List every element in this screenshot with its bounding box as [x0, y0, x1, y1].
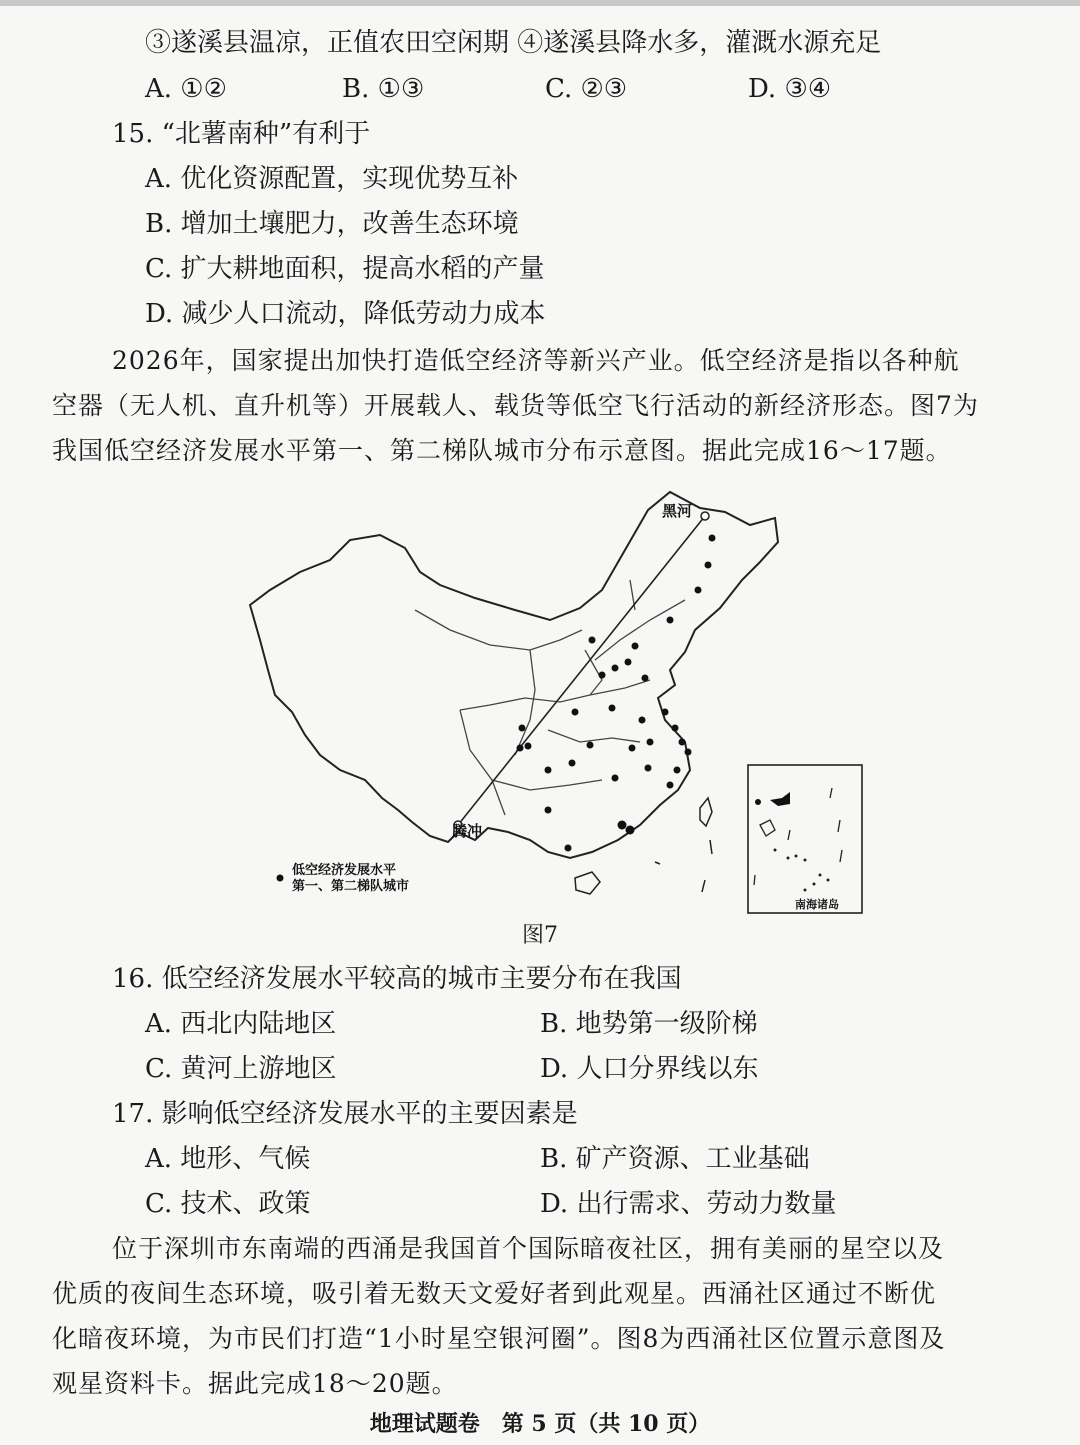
city-dot	[519, 725, 526, 732]
q17-option-a: A. 地形、气候	[145, 1144, 311, 1174]
inset-hainan	[760, 820, 775, 836]
inset-island	[795, 855, 798, 858]
city-dot	[705, 562, 712, 569]
q15-stem: 15. “北薯南种”有利于	[112, 119, 371, 149]
scan-edge	[0, 0, 1080, 6]
city-dot	[599, 672, 606, 679]
legend-line-2: 第一、第二梯队城市	[292, 879, 410, 894]
inset-dot	[755, 799, 761, 805]
figure-caption: 图7	[522, 923, 558, 948]
city-dot	[645, 765, 652, 772]
q15-option-b: B. 增加土壤肥力，改善生态环境	[145, 209, 519, 239]
q14-option-a: A. ①②	[145, 74, 227, 104]
city-dot	[587, 742, 594, 749]
china-outline	[250, 492, 778, 858]
inset-dash	[840, 850, 842, 862]
intro-18-line-3: 化暗夜环境，为市民们打造“1小时星空银河圈”。图8为西涌社区位置示意图及	[52, 1324, 946, 1353]
inset-dash	[754, 875, 755, 885]
taiwan-island	[700, 798, 712, 826]
city-dot	[632, 643, 639, 650]
sea-dash	[702, 880, 705, 892]
city-dots	[517, 535, 716, 852]
intro-16-line-1: 2026年，国家提出加快打造低空经济等新兴产业。低空经济是指以各种航	[112, 346, 960, 375]
inset-island	[819, 874, 822, 877]
intro-16-17	[52, 338, 1037, 473]
q14-statements: ③遂溪县温凉，正值农田空闲期 ④遂溪县降水多，灌溉水源充足	[145, 28, 882, 58]
intro-18-line-2: 优质的夜间生态环境，吸引着无数天文爱好者到此观星。西涌社区通过不断优	[52, 1279, 937, 1308]
inset-island	[787, 857, 790, 860]
intro-16-line-3: 我国低空经济发展水平第一、第二梯队城市分布示意图。据此完成16～17题。	[52, 436, 952, 465]
city-dot	[525, 743, 532, 750]
intro-18-20	[52, 1226, 1037, 1406]
q15-option-a: A. 优化资源配置，实现优势互补	[145, 164, 519, 194]
q16-option-a: A. 西北内陆地区	[145, 1009, 337, 1039]
city-dot	[618, 821, 627, 830]
city-dot	[545, 807, 552, 814]
city-dot	[662, 709, 669, 716]
city-dot	[695, 587, 702, 594]
city-dot	[685, 749, 692, 756]
q14-option-c: C. ②③	[545, 74, 628, 104]
inset-islands	[774, 849, 830, 892]
inset-dash	[830, 788, 832, 798]
city-dot	[626, 826, 635, 835]
city-dot	[642, 675, 649, 682]
inset-dashes	[754, 788, 842, 885]
city-dot	[639, 717, 646, 724]
q15-option-d: D. 减少人口流动，降低劳动力成本	[145, 299, 546, 329]
city-dot	[674, 767, 681, 774]
inset-island	[804, 859, 807, 862]
q16-stem: 16. 低空经济发展水平较高的城市主要分布在我国	[112, 964, 682, 994]
q16-option-d: D. 人口分界线以东	[540, 1054, 759, 1084]
sea-dash	[655, 862, 660, 864]
q14-option-b: B. ①③	[342, 74, 425, 104]
city-dot	[517, 745, 524, 752]
inset-dash	[838, 820, 840, 832]
inset-island	[813, 883, 816, 886]
city-dot	[672, 725, 679, 732]
city-dot	[545, 767, 552, 774]
page-footer: 地理试题卷 第 5 页（共 10 页）	[369, 1411, 711, 1437]
city-dot	[679, 739, 686, 746]
q15-option-c: C. 扩大耕地面积，提高水稻的产量	[145, 254, 545, 284]
q16-option-b: B. 地势第一级阶梯	[540, 1009, 758, 1039]
inset-island	[827, 879, 830, 882]
q17-stem: 17. 影响低空经济发展水平的主要因素是	[112, 1099, 578, 1129]
city-dot	[629, 745, 636, 752]
heihe-tengchong-line	[458, 516, 705, 825]
city-dot	[589, 637, 596, 644]
city-dot	[565, 845, 572, 852]
legend-line-1: 低空经济发展水平	[292, 863, 397, 878]
city-dot	[572, 709, 579, 716]
q16-option-c: C. 黄河上游地区	[145, 1054, 337, 1084]
city-dot	[625, 659, 632, 666]
inset-label: 南海诸岛	[795, 898, 839, 911]
province-boundaries	[415, 580, 685, 815]
q17-option-b: B. 矿产资源、工业基础	[540, 1144, 810, 1174]
legend-dot	[277, 875, 284, 882]
city-dot	[667, 617, 674, 624]
city-dot	[612, 775, 619, 782]
q17-option-d: D. 出行需求、劳动力数量	[540, 1189, 837, 1219]
china-low-altitude-map	[230, 480, 880, 920]
label-tengchong: 腾冲	[452, 822, 483, 840]
q17-option-c: C. 技术、政策	[145, 1189, 311, 1219]
intro-16-line-2: 空器（无人机、直升机等）开展载人、载货等低空飞行活动的新经济形态。图7为	[52, 391, 979, 420]
city-dot	[569, 760, 576, 767]
heihe-marker	[701, 512, 709, 520]
city-dot	[667, 782, 674, 789]
city-dot	[709, 535, 716, 542]
label-heihe: 黑河	[662, 502, 693, 520]
inset-island	[774, 849, 777, 852]
inset-coast	[770, 792, 790, 806]
city-dot	[609, 705, 616, 712]
city-dot	[647, 739, 654, 746]
intro-18-line-1: 位于深圳市东南端的西涌是我国首个国际暗夜社区，拥有美丽的星空以及	[112, 1234, 945, 1263]
hainan-island	[575, 872, 600, 894]
sea-dash	[710, 840, 712, 854]
city-dot	[612, 665, 619, 672]
q14-option-d: D. ③④	[748, 74, 832, 104]
sea-boundary-dashes	[655, 840, 712, 892]
intro-18-line-4: 观星资料卡。据此完成18～20题。	[52, 1369, 458, 1398]
inset-dash	[788, 830, 790, 840]
inset-island	[804, 889, 807, 892]
